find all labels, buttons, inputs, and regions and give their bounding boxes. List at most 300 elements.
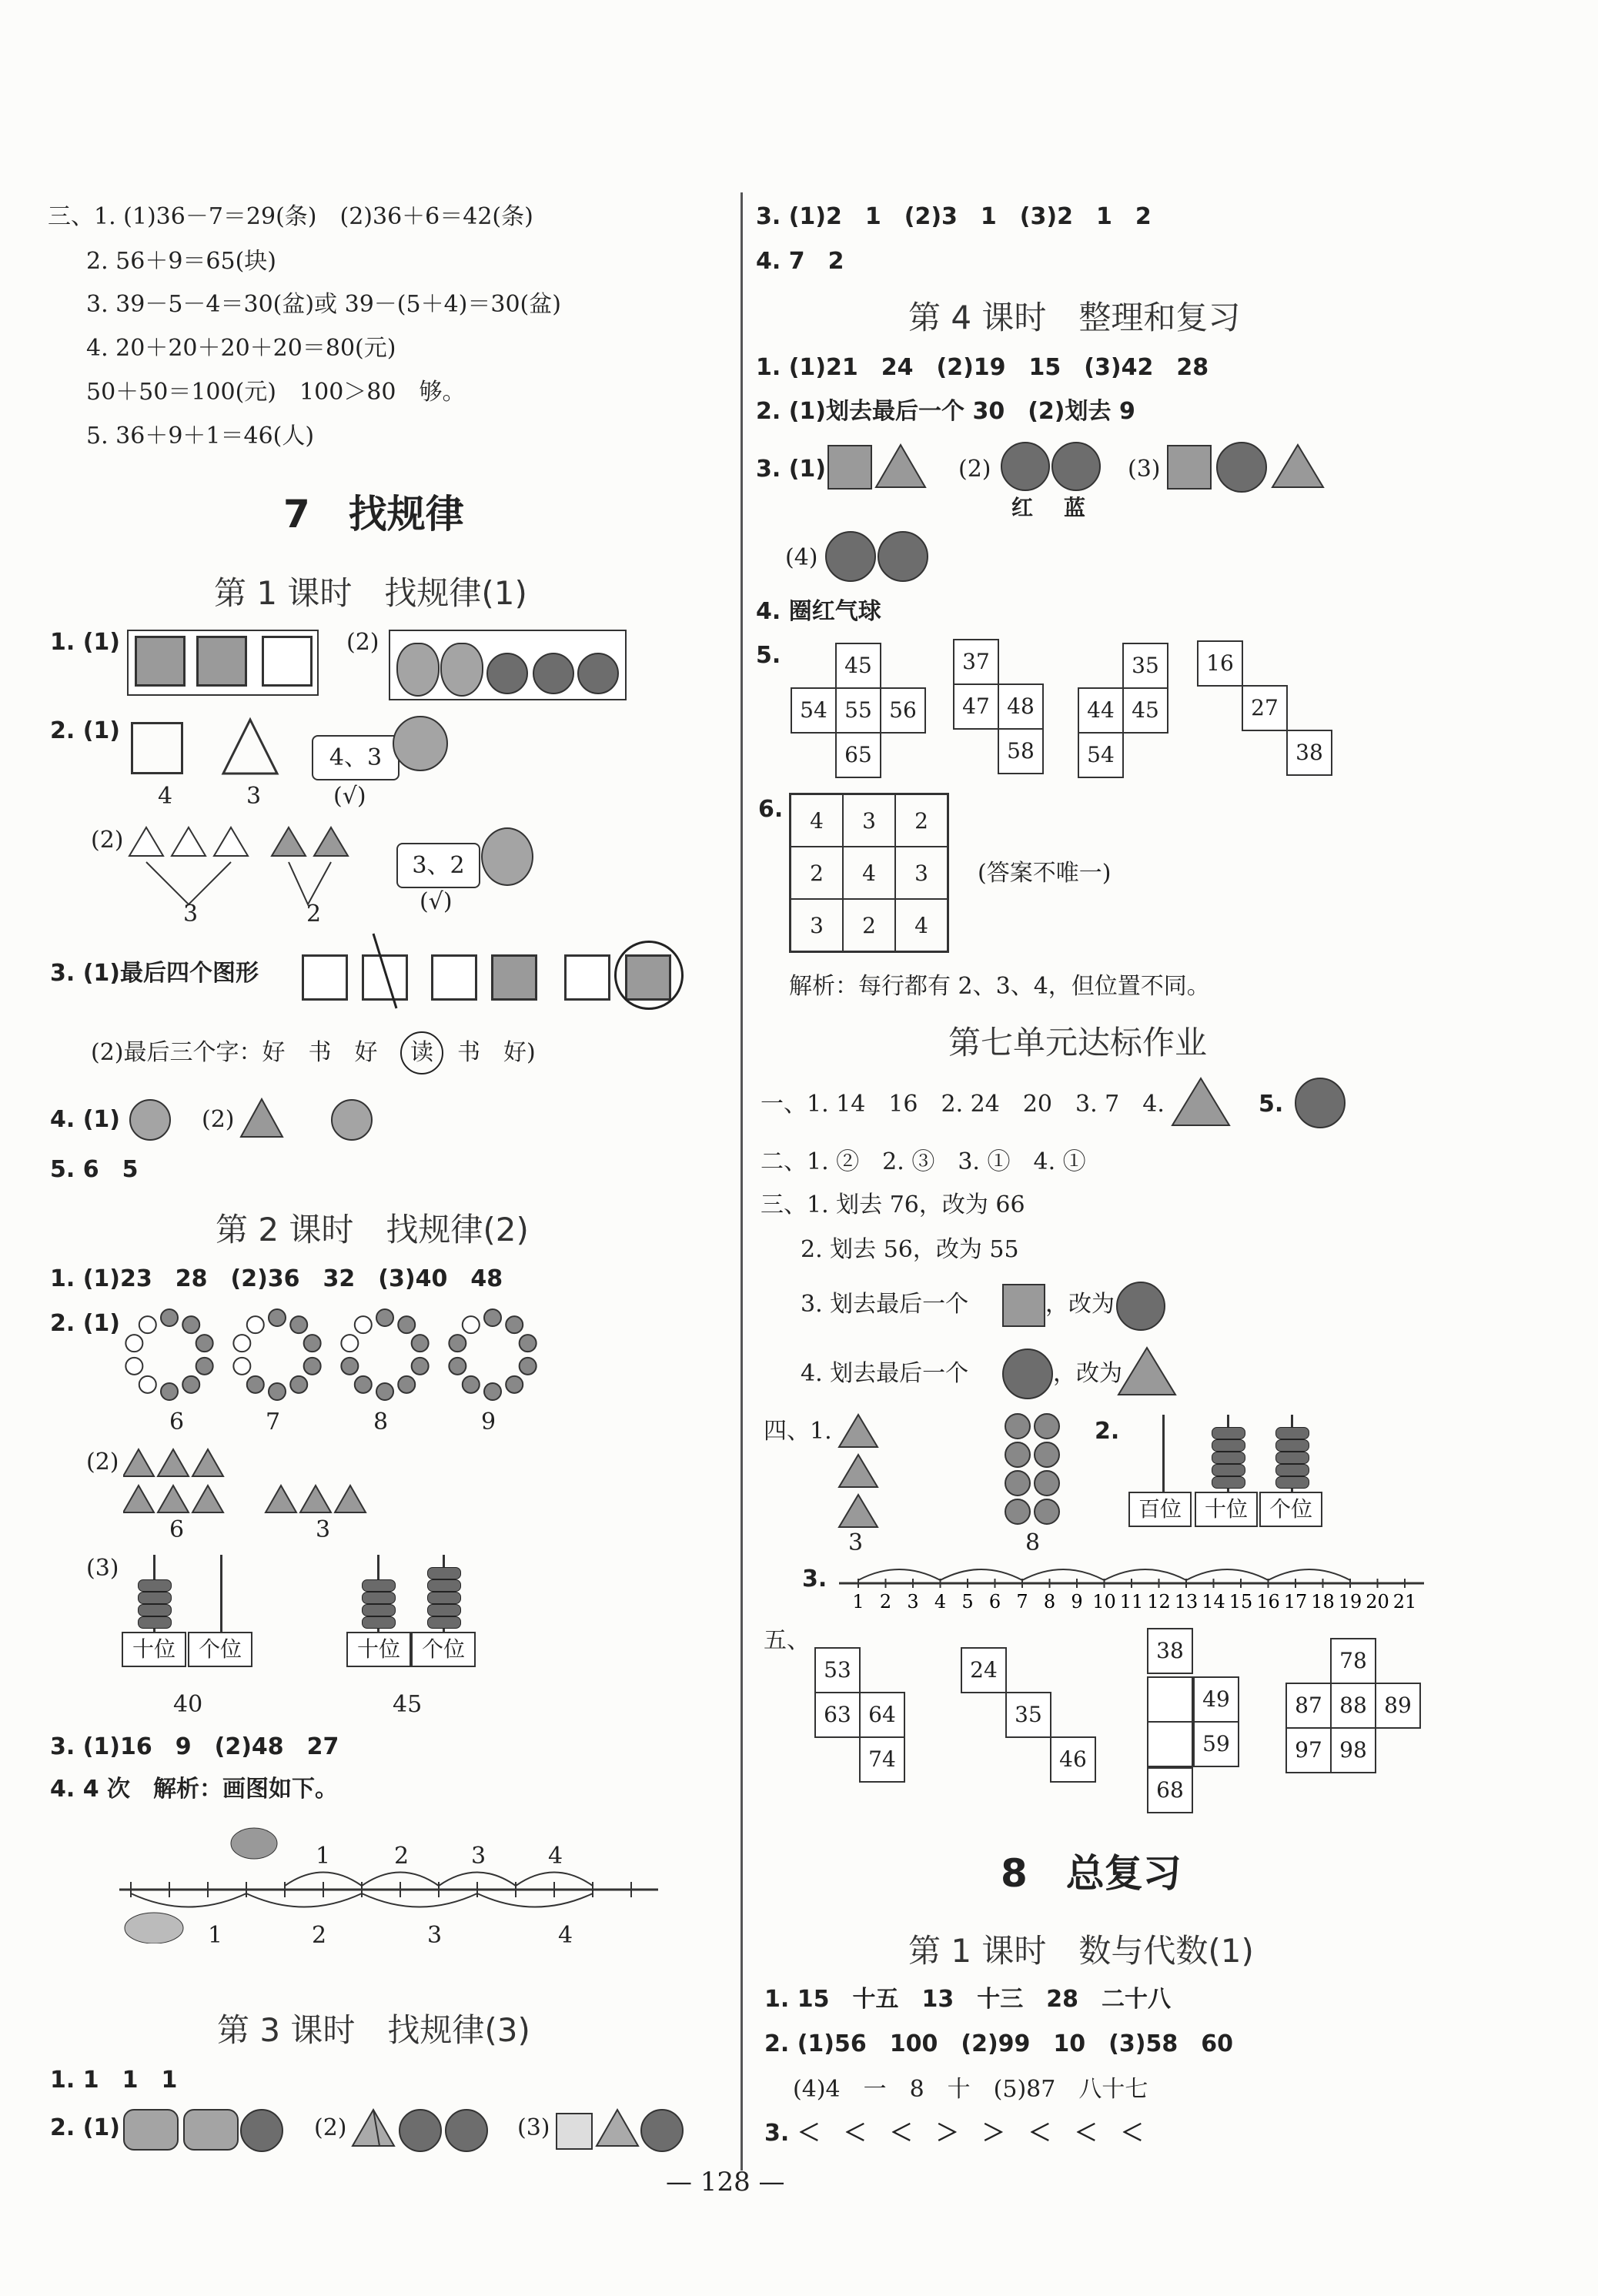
z2b: (4)4 一 8 十 (5)87 八十七 (793, 2076, 1148, 2103)
ring-bead (412, 1335, 429, 1352)
u1: 一、1. 14 16 2. 24 20 3. 7 4. (761, 1091, 1165, 1118)
check-2: (√) (420, 888, 453, 915)
ring-bead (161, 1383, 178, 1400)
ring-bead (376, 1383, 393, 1400)
grid-cell: 89 (1375, 1683, 1421, 1729)
l2-q3b: 3. (1)16 9 (2)48 27 (50, 1733, 339, 1760)
abacus-bead (362, 1579, 396, 1592)
ones-plate: 个位 (188, 1632, 252, 1667)
ring-bead (412, 1358, 429, 1375)
cross-cell: 47 (953, 683, 999, 730)
answer-circle (614, 941, 684, 1010)
u4-2: 2. (1095, 1418, 1120, 1445)
circle-grid (1002, 1412, 1064, 1528)
count-4: 4 (158, 783, 173, 810)
grey-square (196, 636, 247, 687)
ring-bead (484, 1383, 501, 1400)
grid-cell-blank (1147, 1721, 1193, 1767)
grey-triangle (874, 443, 928, 490)
ring-bead (139, 1376, 156, 1393)
ones-plate: 个位 (411, 1632, 476, 1667)
cross-cell: 65 (835, 732, 881, 778)
ring-bead (182, 1316, 199, 1333)
grid-cell: 97 (1285, 1727, 1332, 1773)
label-red: 红 (1011, 495, 1034, 520)
latin-square (789, 793, 949, 953)
number-line-label: 11 (1119, 1591, 1144, 1613)
ring-bead (233, 1335, 250, 1352)
dark-circle (878, 531, 928, 582)
dark-circle (1002, 1349, 1053, 1399)
cross-cell: 44 (1078, 687, 1124, 734)
lesson-1-title: 第 1 课时 找规律(1) (214, 574, 527, 612)
u2: 二、1. ② 2. ③ 3. ① 4. ① (761, 1148, 1086, 1175)
dark-circle (240, 2109, 283, 2152)
number-line-label: 9 (1071, 1591, 1083, 1613)
r-q2: 2. (1)划去最后一个 30 (2)划去 9 (756, 398, 1135, 425)
grey-circle (331, 1099, 373, 1141)
label-blue: 蓝 (1064, 495, 1086, 520)
l1-q2b: (2) (91, 827, 124, 854)
grid-cell: 78 (1330, 1638, 1376, 1684)
number-line-label: 17 (1283, 1591, 1308, 1613)
l1-q3a: 3. (1)最后四个图形 (50, 960, 259, 987)
abacus-bead (427, 1604, 461, 1616)
abacus-bead (1275, 1476, 1309, 1489)
grid-cell: 68 (1147, 1767, 1193, 1813)
abacus-bead (427, 1592, 461, 1604)
count-3: 3 (246, 783, 262, 810)
cross-cell: 48 (998, 683, 1044, 730)
page-number: — 128 — (666, 2167, 785, 2197)
rounded-rect-icon (123, 2109, 179, 2151)
grid-note: (答案不唯一) (978, 860, 1112, 887)
hop-bottom: 1 (208, 1922, 223, 1949)
ring-bead (304, 1335, 321, 1352)
white-square (302, 954, 348, 1001)
u3a: 三、1. 划去 76，改为 66 (761, 1191, 1025, 1218)
tri-label: 6 (169, 1516, 185, 1543)
white-square (262, 636, 313, 687)
blue-circle (1051, 442, 1101, 491)
cat-icon (125, 1913, 183, 1943)
grey-square (135, 636, 186, 687)
answer-text-1: 4、3 (329, 744, 383, 771)
ring-bead (125, 1335, 142, 1352)
l3-q2b: (2) (314, 2114, 347, 2141)
dark-circle (445, 2109, 488, 2152)
count-circle (1035, 1471, 1059, 1496)
grid-cell: 98 (1330, 1727, 1376, 1773)
matchstick-square-icon (131, 722, 183, 774)
l2-q2: 2. (1) (50, 1310, 121, 1337)
ring-bead (247, 1376, 264, 1393)
cross-cell: 54 (1078, 732, 1124, 778)
l2-q1: 1. (1)23 28 (2)36 32 (3)40 48 (50, 1265, 503, 1292)
grid-cell: 49 (1193, 1676, 1239, 1723)
rounded-rect-icon (183, 2109, 239, 2151)
count-circle (1005, 1499, 1030, 1524)
ring-bead (341, 1335, 358, 1352)
grey-triangle (1116, 1345, 1178, 1398)
apple-icon (486, 653, 528, 694)
grey-triangle (1270, 443, 1326, 490)
r1: 3. (1)2 1 (2)3 1 (3)2 1 2 (756, 203, 1152, 230)
tens-plate: 十位 (346, 1632, 411, 1667)
cat-icon (393, 716, 448, 771)
grid-cell: 4 (843, 847, 895, 899)
ring-bead (196, 1358, 213, 1375)
dark-circle (825, 531, 876, 582)
cross-cell: 45 (1122, 687, 1168, 734)
dark-circle (1116, 1282, 1165, 1331)
number-line-label: 10 (1092, 1591, 1116, 1613)
analysis: 解析：每行都有 2、3、4，但位置不同。 (789, 973, 1210, 1000)
grid-cell: 3 (791, 899, 844, 952)
u3d: 4. 划去最后一个 (801, 1360, 969, 1387)
grid-cell: 35 (1005, 1692, 1051, 1738)
abacus-bead (138, 1604, 172, 1616)
ring-bead (269, 1309, 286, 1326)
ring-label: 6 (169, 1409, 185, 1435)
number-line-label: 15 (1229, 1591, 1253, 1613)
grid-cell: 38 (1147, 1628, 1193, 1674)
column-divider (740, 192, 743, 2171)
unit-7-title: 第七单元达标作业 (948, 1024, 1208, 1061)
ring-bead (484, 1309, 501, 1326)
dark-circle (1295, 1078, 1346, 1128)
ring-bead (449, 1335, 466, 1352)
ring-bead (355, 1316, 372, 1333)
cross-cell: 56 (880, 687, 926, 734)
hop-arc (858, 1569, 941, 1580)
ones-plate: 个位 (1259, 1492, 1322, 1527)
chapter-7-title: 7 找规律 (283, 492, 464, 536)
hop-bottom: 4 (558, 1922, 573, 1949)
number-line-label: 4 (934, 1591, 947, 1613)
abacus-bead (427, 1579, 461, 1592)
grid-cell: 2 (895, 794, 948, 847)
u5: 五、 (764, 1627, 810, 1654)
abacus-bead (362, 1592, 396, 1604)
grid-cell: 2 (843, 899, 895, 952)
r-q3b: (2) (958, 456, 991, 483)
abacus-bead (1275, 1439, 1309, 1452)
ring-label: 8 (373, 1409, 389, 1435)
r-q4: 4. 圈红气球 (756, 598, 881, 625)
grid-cell: 2 (791, 847, 844, 899)
lesson-3-title: 第 3 课时 找规律(3) (217, 2011, 530, 2049)
abacus-rod (1162, 1415, 1165, 1492)
abacus-bead (1212, 1464, 1245, 1476)
number-line-label: 1 (852, 1591, 864, 1613)
s3-line-6: 5. 36＋9＋1＝46(人) (86, 423, 315, 450)
ring-bead (506, 1376, 523, 1393)
grid-cell: 4 (791, 794, 844, 847)
l1-q4b: (2) (202, 1106, 235, 1133)
count-circle (1035, 1414, 1059, 1439)
s3-line-4: 4. 20＋20＋20＋20＝80(元) (86, 335, 396, 362)
cross-cell: 27 (1242, 685, 1288, 731)
number-line-label: 7 (1016, 1591, 1028, 1613)
u4: 四、1. (764, 1418, 832, 1445)
cross-out-line (369, 931, 400, 1012)
deer-icon (481, 827, 533, 886)
pyramid-icon (594, 2107, 640, 2150)
grid-cell: 64 (859, 1692, 905, 1738)
dark-circle (399, 2109, 442, 2152)
abacus-bead (138, 1616, 172, 1629)
triangle-stack (835, 1412, 881, 1536)
ring-bead (355, 1376, 372, 1393)
number-line-label: 3 (907, 1591, 919, 1613)
number-line-label: 8 (1043, 1591, 1056, 1613)
grid-cell: 4 (895, 899, 948, 952)
l2-q4: 4. 4 次 解析：画图如下。 (50, 1776, 339, 1803)
hop-bottom: 2 (312, 1922, 327, 1949)
l3-q2c: (3) (517, 2114, 550, 2141)
ring-bead (463, 1316, 480, 1333)
l1-q1a: 1. (1) (50, 629, 121, 656)
grid-cell-blank (1147, 1676, 1193, 1723)
r-q6: 6. (758, 796, 784, 823)
hop-bottom: 3 (427, 1922, 443, 1949)
ring-bead (449, 1358, 466, 1375)
cross-cell: 45 (835, 643, 881, 689)
ring-bead (290, 1316, 307, 1333)
r-q1: 1. (1)21 24 (2)19 15 (3)42 28 (756, 354, 1209, 381)
abacus-bead (427, 1567, 461, 1579)
ring-bead (125, 1358, 142, 1375)
ring-bead (520, 1358, 537, 1375)
red-circle (1001, 442, 1050, 491)
pyramid-icon (350, 2107, 396, 2150)
ring-bead (520, 1335, 537, 1352)
abacus-bead (138, 1592, 172, 1604)
hop-arc (1105, 1569, 1187, 1580)
l2-q2b: (2) (86, 1449, 119, 1476)
answer-text-2: 3、2 (412, 852, 465, 879)
s3-line-5: 50＋50＝100(元) 100＞80 够。 (86, 379, 466, 406)
z2: 2. (1)56 100 (2)99 10 (3)58 60 (764, 2030, 1233, 2057)
pear-icon (440, 643, 483, 697)
cross-cell: 55 (835, 687, 881, 734)
number-line-label: 14 (1202, 1591, 1225, 1613)
grid-cell: 63 (814, 1692, 861, 1738)
grid-cell: 87 (1285, 1683, 1332, 1729)
hop-top: 2 (394, 1843, 410, 1870)
count-circle (1035, 1442, 1059, 1467)
r-q5: 5. (756, 642, 781, 669)
u4-3: 3. (802, 1566, 827, 1592)
ring-bead (139, 1316, 156, 1333)
count-circle (1005, 1414, 1030, 1439)
grid-cell: 88 (1330, 1683, 1376, 1729)
number-line-label: 6 (988, 1591, 1001, 1613)
number-line-label: 21 (1392, 1591, 1417, 1613)
grid-cell: 74 (859, 1736, 905, 1783)
l1-q4: 4. (1) (50, 1106, 121, 1133)
grey-square (827, 445, 872, 490)
ring-bead (196, 1335, 213, 1352)
matchstick-triangle-icon (219, 716, 281, 777)
dark-circle (640, 2109, 684, 2152)
answer-box-1 (312, 735, 400, 780)
hop-arc (1022, 1569, 1105, 1580)
group-count-3: 3 (183, 901, 199, 927)
hop-arc (1186, 1569, 1269, 1580)
lesson-2-title: 第 2 课时 找规律(2) (216, 1211, 529, 1248)
l1-q2a: 2. (1) (50, 717, 121, 744)
grey-circle (129, 1099, 171, 1141)
hop-top: 3 (471, 1843, 486, 1870)
u4-n2: 8 (1025, 1529, 1041, 1556)
u4-n1: 3 (848, 1529, 864, 1556)
grid-cell: 59 (1193, 1721, 1239, 1767)
s3-line-1: 三、1. (1)36－7＝29(条) (2)36＋6＝42(条) (48, 203, 533, 230)
grey-square (491, 954, 537, 1001)
abacus-bead (138, 1579, 172, 1592)
abacus-label: 40 (173, 1691, 203, 1718)
ring-bead (398, 1316, 415, 1333)
tens-plate: 十位 (122, 1632, 186, 1667)
abacus-bead (362, 1616, 396, 1629)
ring-bead (463, 1376, 480, 1393)
abacus-label: 45 (393, 1691, 423, 1718)
ring-label: 7 (266, 1409, 281, 1435)
ring-bead (182, 1376, 199, 1393)
count-circle (1005, 1471, 1030, 1496)
number-line (839, 1559, 1432, 1613)
l3-q2: 2. (1) (50, 2114, 121, 2141)
number-line-label: 13 (1174, 1591, 1198, 1613)
ring-bead (161, 1309, 178, 1326)
grid-cell: 53 (814, 1647, 861, 1693)
hop-top: 4 (548, 1843, 563, 1870)
r-q3c: (3) (1128, 456, 1161, 483)
r-q3: 3. (1) (756, 456, 827, 483)
cross-cell: 38 (1286, 730, 1332, 776)
u3d2: ，改为 (1053, 1360, 1122, 1387)
r-q3d: (4) (785, 544, 818, 571)
number-line-label: 19 (1338, 1591, 1362, 1613)
ring-bead (247, 1316, 264, 1333)
check-1: (√) (333, 783, 366, 810)
ring-bead (304, 1358, 321, 1375)
number-line-label: 18 (1311, 1591, 1335, 1613)
grid-cell: 3 (895, 847, 948, 899)
grid-cell: 46 (1050, 1736, 1096, 1783)
grey-square (1002, 1284, 1045, 1327)
l1-q1b: (2) (346, 629, 379, 656)
abacus-bead (1275, 1464, 1309, 1476)
ring-bead (341, 1358, 358, 1375)
ring-bead (233, 1358, 250, 1375)
grid-cell: 3 (843, 794, 895, 847)
abacus-rod (220, 1555, 222, 1632)
count-circle (1035, 1499, 1059, 1524)
hop-arc (1269, 1569, 1351, 1580)
tri-label: 3 (316, 1516, 331, 1543)
u3c2: ，改为 (1045, 1291, 1115, 1318)
dark-circle (1216, 442, 1267, 493)
pear-icon (396, 643, 440, 697)
ring-bead (506, 1316, 523, 1333)
number-line-label: 16 (1256, 1591, 1280, 1613)
group-count-2: 2 (306, 901, 322, 927)
ring-bead (269, 1383, 286, 1400)
l3-q1: 1. 1 1 1 (50, 2067, 178, 2094)
z1: 1. 15 十五 13 十三 28 二十八 (764, 1986, 1171, 2013)
hop-arc (941, 1569, 1023, 1580)
u3b: 2. 划去 56，改为 55 (801, 1236, 1019, 1263)
cube-icon (556, 2113, 593, 2150)
abacus-bead (1275, 1427, 1309, 1439)
abacus-bead (1212, 1427, 1245, 1439)
s3-line-3: 3. 39－5－4＝30(盆)或 39－(5＋4)＝30(盆) (86, 291, 561, 318)
grey-square (1167, 445, 1212, 490)
number-line-label: 20 (1366, 1591, 1389, 1613)
count-circle (1005, 1442, 1030, 1467)
grid-cell: 24 (961, 1647, 1007, 1693)
apple-icon (577, 653, 619, 694)
l1-q3b-tail: 书 好) (457, 1039, 536, 1066)
tens-plate: 十位 (1195, 1492, 1258, 1527)
bead-rings (115, 1305, 547, 1405)
number-line-label: 2 (879, 1591, 892, 1613)
cross-cell: 35 (1122, 643, 1168, 689)
circled-char: 读 (400, 1031, 443, 1074)
abacus-bead (362, 1604, 396, 1616)
lesson-4-title: 第 4 课时 整理和复习 (908, 299, 1241, 336)
cross-cell: 58 (998, 728, 1044, 774)
u1b: 5. (1259, 1091, 1284, 1118)
lesson-8-1-title: 第 1 课时 数与代数(1) (908, 1932, 1254, 1970)
ring-bead (290, 1376, 307, 1393)
r2: 4. 7 2 (756, 248, 844, 275)
chapter-8-title: 8 总复习 (1001, 1851, 1182, 1896)
grey-triangle (1170, 1076, 1232, 1128)
abacus-bead (427, 1616, 461, 1629)
apple-icon (533, 653, 574, 694)
cross-cell: 16 (1197, 640, 1243, 687)
number-line-label: 5 (961, 1591, 974, 1613)
u3c: 3. 划去最后一个 (801, 1291, 969, 1318)
cross-cell: 37 (953, 639, 999, 685)
ring-label: 9 (481, 1409, 496, 1435)
ring-bead (376, 1309, 393, 1326)
l2-q3: (3) (86, 1555, 119, 1582)
l1-q5: 5. 6 5 (50, 1156, 139, 1183)
hop-top: 1 (316, 1843, 331, 1870)
white-square (564, 954, 610, 1001)
grey-triangle (239, 1097, 285, 1139)
abacus-bead (1212, 1452, 1245, 1464)
mouse-icon (231, 1828, 277, 1859)
white-square (431, 954, 477, 1001)
z3: 3. ＜ ＜ ＜ ＞ ＞ ＜ ＜ ＜ (764, 2120, 1144, 2147)
abacus-bead (1212, 1476, 1245, 1489)
cross-cell: 54 (791, 687, 837, 734)
hop-diagram (115, 1820, 670, 1943)
abacus-bead (1275, 1452, 1309, 1464)
hundreds-plate: 百位 (1128, 1492, 1192, 1527)
answer-box-2 (396, 843, 480, 888)
abacus-bead (1212, 1439, 1245, 1452)
l1-q3b: (2)最后三个字：好 书 好 (91, 1039, 378, 1066)
triangle-rows (123, 1447, 385, 1524)
s3-line-2: 2. 56＋9＝65(块) (86, 248, 277, 275)
